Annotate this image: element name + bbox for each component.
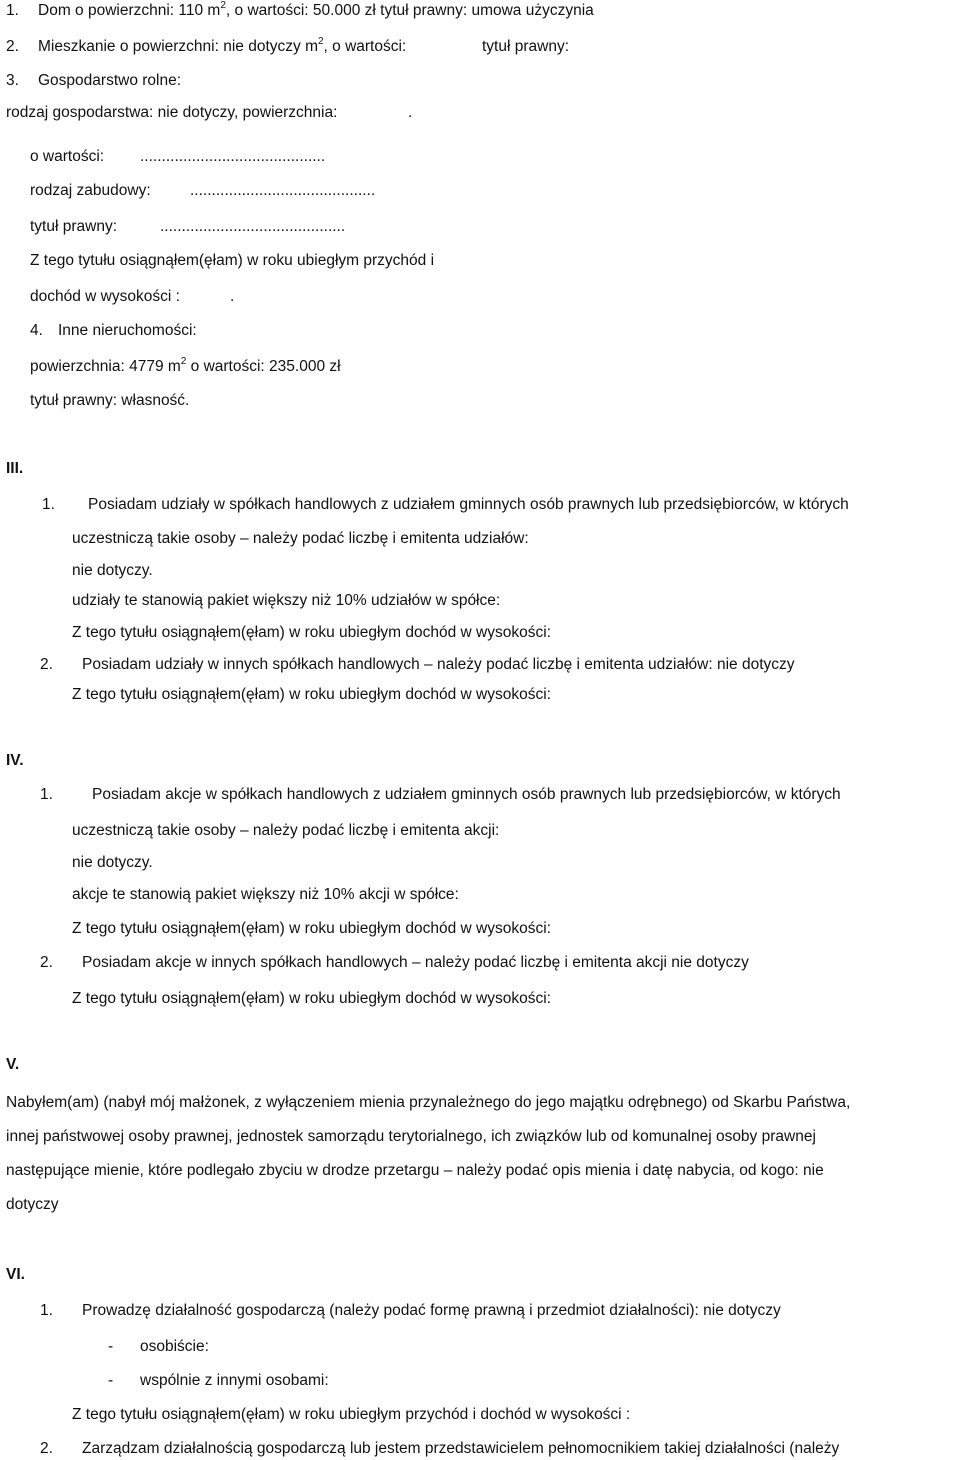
farm-buildings-label: rodzaj zabudowy: [30,182,151,199]
farm-heading: Gospodarstwo rolne: [38,72,182,89]
shares-line-2: uczestniczą takie osoby – należy podać liczbę i emitenta udziałów: [72,530,529,547]
farm-value-label: o wartości: [30,148,105,165]
farm-income-line: Z tego tytułu osiągnąłem(ęłam) w roku ubiegłym przychód i [30,252,435,269]
list-number: 2. [40,954,53,971]
stocks-line-3: nie dotyczy. [72,854,153,871]
shares-line-3: nie dotyczy. [72,562,153,579]
other-stocks-line-2: Z tego tytułu osiągnąłem(ęłam) w roku ubiegłym dochód w wysokości: [72,990,551,1007]
business-line-1: Prowadzę działalność gospodarczą (należy podać formę prawną i przedmiot działalności): nie dotyczy [82,1302,781,1319]
list-number: 2. [40,656,53,673]
bullet-dash: - [108,1372,114,1389]
house-line: Dom o powierzchni: 110 $m^2$, o wartości: 50.000 zł tytuł prawny: umowa użyczynia [38,0,594,19]
management-line-1: Zarządzam działalnością gospodarczą lub jestem przedstawicielem pełnomocnikiem takiej działalności (należy [82,1440,840,1457]
other-stocks-line-1: Posiadam akcje w innych spółkach handlowych – należy podać liczbę i emitenta akcji nie dotyczy [82,954,749,971]
farm-income-label: dochód w wysokości : [30,288,180,305]
section-vi-heading: VI. [6,1266,25,1283]
other-property-area: powierzchnia: 4779 $m^2$ o wartości: 235.000 zł [30,355,341,375]
stocks-line-5: Z tego tytułu osiągnąłem(ęłam) w roku ubiegłym dochód w wysokości: [72,920,551,937]
other-shares-line-1: Posiadam udziały w innych spółkach handlowych – należy podać liczbę i emitenta udziałów: nie dotyczy [82,656,795,673]
farm-value-blank: ........................................... [140,148,326,165]
business-joint: wspólnie z innymi osobami: [140,1372,329,1389]
farm-area-value: . [408,104,413,121]
list-number: 3. [6,72,19,89]
other-property-heading: Inne nieruchomości: [58,322,197,339]
list-number: 1. [40,786,53,803]
acquisition-line-2: innej państwowej osoby prawnej, jednostek samorządu terytorialnego, ich związków lub od komunalnej osoby prawnej [6,1128,816,1145]
business-personal: osobiście: [140,1338,209,1355]
list-number: 1. [42,496,55,513]
section-iii-heading: III. [6,460,24,477]
section-v-heading: V. [6,1056,20,1073]
business-income: Z tego tytułu osiągnąłem(ęłam) w roku ubiegłym przychód i dochód w wysokości : [72,1406,631,1423]
other-shares-line-2: Z tego tytułu osiągnąłem(ęłam) w roku ubiegłym dochód w wysokości: [72,686,551,703]
stocks-line-2: uczestniczą takie osoby – należy podać liczbę i emitenta akcji: [72,822,500,839]
list-number: 4. [30,322,43,339]
acquisition-line-4: dotyczy [6,1196,59,1213]
farm-buildings-blank: ........................................... [190,182,376,199]
farm-income-value: . [230,288,235,305]
section-iv-heading: IV. [6,752,24,769]
bullet-dash: - [108,1338,114,1355]
stocks-line-1: Posiadam akcje w spółkach handlowych z udziałem gminnych osób prawnych lub przedsiębiorców, w których [92,786,841,803]
acquisition-line-3: następujące mienie, które podlegało zbyciu w drodze przetargu – należy podać opis mienia i datę nabycia, od kogo: nie [6,1162,824,1179]
list-number: 2. [40,1440,53,1457]
stocks-line-4: akcje te stanowią pakiet większy niż 10% akcji w spółce: [72,886,459,903]
apartment-line: Mieszkanie o powierzchni: nie dotyczy $m^2$, o wartości: [38,35,407,55]
shares-line-4: udziały te stanowią pakiet większy niż 10% udziałów w spółce: [72,592,501,609]
farm-title-blank: ........................................... [160,218,346,235]
list-number: 1. [40,1302,53,1319]
list-number: 1. [6,2,19,19]
list-number: 2. [6,38,19,55]
acquisition-line-1: Nabyłem(am) (nabył mój małżonek, z wyłączeniem mienia przynależnego do jego majątku odrębnego) od Skarbu Państwa, [6,1094,851,1111]
shares-line-5: Z tego tytułu osiągnąłem(ęłam) w roku ubiegłym dochód w wysokości: [72,624,551,641]
other-property-title: tytuł prawny: własność. [30,392,190,409]
farm-title-label: tytuł prawny: [30,218,118,235]
farm-type-line: rodzaj gospodarstwa: nie dotyczy, powierzchnia: [6,104,338,121]
apartment-title-label: tytuł prawny: [482,38,570,55]
shares-line-1: Posiadam udziały w spółkach handlowych z udziałem gminnych osób prawnych lub przedsiębiorców, w których [88,496,849,513]
